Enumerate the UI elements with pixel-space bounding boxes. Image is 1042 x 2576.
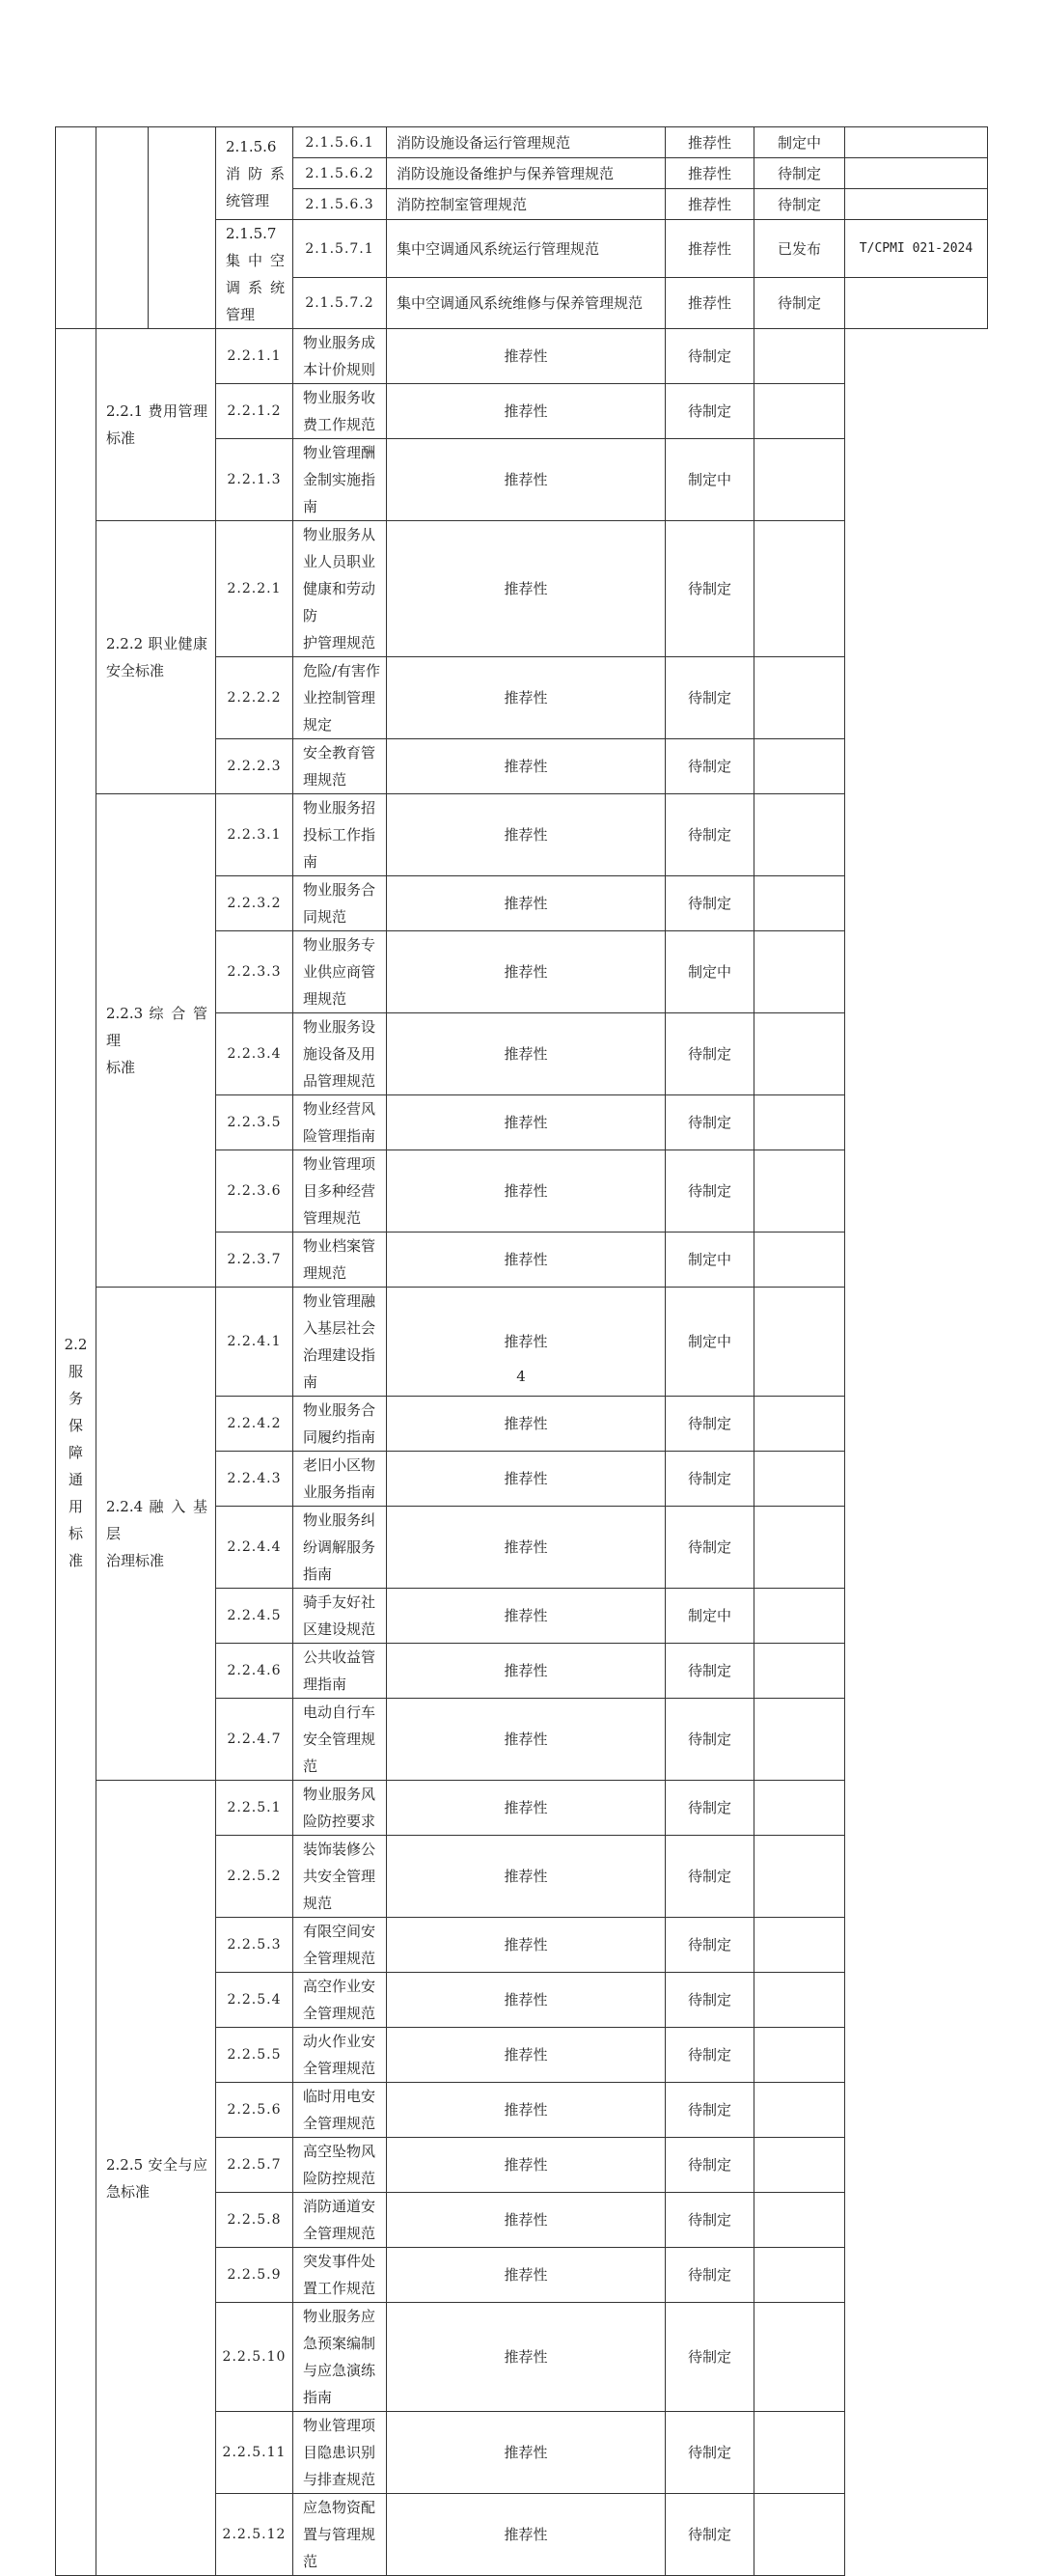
row-type: 推荐性	[387, 521, 666, 657]
row-status: 制定中	[666, 1288, 754, 1397]
row-type: 推荐性	[387, 2193, 666, 2248]
row-name: 物业服务招投标工作指南	[293, 794, 387, 876]
row-type: 推荐性	[387, 1288, 666, 1397]
row-code: 2.2.5.1	[216, 1781, 293, 1836]
row-pub	[845, 278, 988, 329]
row-type: 推荐性	[666, 158, 754, 189]
level2-cell	[96, 127, 149, 329]
group-title-line: 管理	[226, 306, 256, 323]
row-status: 已发布	[754, 220, 845, 278]
table-row	[56, 1781, 988, 1836]
row-name: 电动自行车安全管理规范	[293, 1699, 387, 1781]
row-code: 2.2.3.6	[216, 1150, 293, 1233]
row-name: 装饰装修公共安全管理规范	[293, 1836, 387, 1918]
row-pub	[754, 1233, 845, 1288]
group-code: 2.1.5.7	[226, 225, 277, 242]
row-code: 2.2.1.1	[216, 329, 293, 384]
row-status: 待制定	[666, 384, 754, 439]
group-line: 2.2.3 综 合 管 理	[106, 1005, 207, 1049]
row-name: 物业服务合同履约指南	[293, 1397, 387, 1452]
group-line: 2.2.1 费用管理	[106, 402, 207, 420]
row-type: 推荐性	[387, 1589, 666, 1644]
row-pub	[754, 1397, 845, 1452]
row-status: 制定中	[754, 127, 845, 158]
row-type: 推荐性	[387, 329, 666, 384]
row-name: 物业管理项目隐患识别与排查规范	[293, 2412, 387, 2494]
row-code: 2.2.4.5	[216, 1589, 293, 1644]
group-2-1-5-7	[216, 220, 293, 329]
row-status: 待制定	[666, 2494, 754, 2576]
row-name: 高空坠物风险防控规范	[293, 2138, 387, 2193]
row-code: 2.1.5.7.1	[293, 220, 387, 278]
row-name: 应急物资配置与管理规范	[293, 2494, 387, 2576]
row-name: 集中空调通风系统运行管理规范	[387, 220, 666, 278]
row-status: 待制定	[754, 189, 845, 220]
row-pub	[754, 1589, 845, 1644]
group-code: 2.1.5.6	[226, 137, 277, 155]
row-type: 推荐性	[387, 931, 666, 1013]
row-status: 制定中	[666, 1233, 754, 1288]
row-code: 2.2.3.3	[216, 931, 293, 1013]
row-code: 2.2.5.2	[216, 1836, 293, 1918]
row-code: 2.2.3.7	[216, 1233, 293, 1288]
row-type: 推荐性	[387, 1836, 666, 1918]
group-2-2-3	[96, 794, 216, 1288]
row-code: 2.2.3.4	[216, 1013, 293, 1095]
level1-cell	[56, 127, 96, 329]
row-status: 待制定	[754, 278, 845, 329]
group-2-2-5	[96, 1781, 216, 2576]
row-type: 推荐性	[666, 220, 754, 278]
row-name: 骑手友好社区建设规范	[293, 1589, 387, 1644]
row-code: 2.2.5.9	[216, 2248, 293, 2303]
row-type: 推荐性	[387, 794, 666, 876]
row-pub	[754, 521, 845, 657]
row-type: 推荐性	[387, 2138, 666, 2193]
section-line: 服务	[68, 1362, 83, 1407]
row-pub	[845, 127, 988, 158]
row-status: 待制定	[666, 1013, 754, 1095]
row-code: 2.1.5.6.1	[293, 127, 387, 158]
row-type: 推荐性	[666, 278, 754, 329]
row-type: 推荐性	[387, 2028, 666, 2083]
row-code: 2.2.4.4	[216, 1507, 293, 1589]
row-name: 物业管理项目多种经营管理规范	[293, 1150, 387, 1233]
row-type: 推荐性	[387, 2083, 666, 2138]
group-2-1-5-6	[216, 127, 293, 220]
row-code: 2.2.5.8	[216, 2193, 293, 2248]
row-type: 推荐性	[387, 1013, 666, 1095]
row-name: 临时用电安全管理规范	[293, 2083, 387, 2138]
row-name: 有限空间安全管理规范	[293, 1918, 387, 1973]
group-line: 安全标准	[106, 662, 165, 679]
group-2-2-4	[96, 1288, 216, 1781]
row-name: 消防控制室管理规范	[387, 189, 666, 220]
table-row	[56, 127, 988, 158]
row-name: 公共收益管理指南	[293, 1644, 387, 1699]
row-name: 物业服务纠纷调解服务指南	[293, 1507, 387, 1589]
row-status: 待制定	[666, 2083, 754, 2138]
level3-cell	[149, 127, 216, 329]
row-type: 推荐性	[387, 1973, 666, 2028]
row-name: 物业服务设施设备及用品管理规范	[293, 1013, 387, 1095]
row-pub	[754, 1918, 845, 1973]
row-pub	[754, 1644, 845, 1699]
row-code: 2.2.1.3	[216, 439, 293, 521]
row-type: 推荐性	[387, 739, 666, 794]
row-status: 待制定	[666, 1973, 754, 2028]
row-code: 2.2.5.11	[216, 2412, 293, 2494]
row-name: 物业服务风险防控要求	[293, 1781, 387, 1836]
row-pub: T/CPMI 021-2024	[845, 220, 988, 278]
row-name: 物业服务成本计价规则	[293, 329, 387, 384]
row-code: 2.2.5.3	[216, 1918, 293, 1973]
row-status: 待制定	[666, 2028, 754, 2083]
row-code: 2.2.4.1	[216, 1288, 293, 1397]
row-name: 消防设施设备运行管理规范	[387, 127, 666, 158]
row-status: 待制定	[666, 1150, 754, 1233]
group-title-line: 集 中 空	[226, 252, 285, 269]
row-status: 待制定	[666, 657, 754, 739]
row-type: 推荐性	[387, 1699, 666, 1781]
row-pub	[754, 2193, 845, 2248]
row-status: 待制定	[666, 1836, 754, 1918]
row-pub	[754, 1836, 845, 1918]
row-code: 2.2.3.2	[216, 876, 293, 931]
row-pub	[754, 2494, 845, 2576]
row-name: 物业服务收费工作规范	[293, 384, 387, 439]
row-type: 推荐性	[666, 127, 754, 158]
row-status: 待制定	[666, 1507, 754, 1589]
row-status: 待制定	[666, 1452, 754, 1507]
row-status: 待制定	[666, 2412, 754, 2494]
row-status: 待制定	[666, 794, 754, 876]
row-type: 推荐性	[387, 2248, 666, 2303]
row-name: 物业档案管理规范	[293, 1233, 387, 1288]
standards-table	[55, 126, 988, 2576]
row-name	[293, 521, 387, 657]
row-name: 高空作业安全管理规范	[293, 1973, 387, 2028]
page-number: 4	[516, 1368, 526, 1385]
row-status: 待制定	[666, 1699, 754, 1781]
row-status: 待制定	[666, 2303, 754, 2412]
row-type: 推荐性	[387, 1452, 666, 1507]
row-status: 待制定	[666, 1644, 754, 1699]
row-pub	[845, 189, 988, 220]
row-name-line: 物业服务从业人员职业健康和劳动防	[303, 526, 376, 624]
row-type: 推荐性	[387, 1095, 666, 1150]
row-type: 推荐性	[387, 1918, 666, 1973]
row-name: 物业服务专业供应商管理规范	[293, 931, 387, 1013]
row-type: 推荐性	[387, 1781, 666, 1836]
row-name: 消防设施设备维护与保养管理规范	[387, 158, 666, 189]
table-row	[56, 521, 988, 657]
row-pub	[754, 2138, 845, 2193]
group-line: 标准	[106, 1059, 136, 1076]
group-title-line: 消 防 系	[226, 164, 285, 182]
row-status: 待制定	[666, 739, 754, 794]
row-status: 待制定	[666, 1095, 754, 1150]
row-name: 物业管理酬金制实施指南	[293, 439, 387, 521]
row-code: 2.1.5.6.3	[293, 189, 387, 220]
row-name: 物业服务合同规范	[293, 876, 387, 931]
row-code: 2.2.5.6	[216, 2083, 293, 2138]
row-code: 2.1.5.7.2	[293, 278, 387, 329]
row-name: 物业经营风险管理指南	[293, 1095, 387, 1150]
table-row	[56, 794, 988, 876]
row-status: 待制定	[666, 2193, 754, 2248]
row-pub	[754, 739, 845, 794]
row-type: 推荐性	[387, 2412, 666, 2494]
row-pub	[754, 1699, 845, 1781]
row-code: 2.2.4.6	[216, 1644, 293, 1699]
group-2-2-1	[96, 329, 216, 521]
row-pub	[754, 1452, 845, 1507]
row-pub	[754, 1507, 845, 1589]
row-pub	[754, 794, 845, 876]
row-code: 2.2.5.7	[216, 2138, 293, 2193]
group-title-line: 统管理	[226, 191, 270, 209]
row-status: 待制定	[666, 1918, 754, 1973]
row-pub	[754, 329, 845, 384]
row-code: 2.2.2.1	[216, 521, 293, 657]
row-name: 危险/有害作业控制管理规定	[293, 657, 387, 739]
row-status: 制定中	[666, 439, 754, 521]
group-line: 2.2.5 安全与应	[106, 2155, 207, 2174]
row-pub	[754, 931, 845, 1013]
row-name: 突发事件处置工作规范	[293, 2248, 387, 2303]
row-type: 推荐性	[387, 439, 666, 521]
row-code: 2.2.5.4	[216, 1973, 293, 2028]
group-line: 2.2.2 职业健康	[106, 635, 207, 652]
row-name: 消防通道安全管理规范	[293, 2193, 387, 2248]
row-pub	[754, 439, 845, 521]
row-pub	[754, 876, 845, 931]
group-2-2-2	[96, 521, 216, 794]
row-code: 2.2.3.5	[216, 1095, 293, 1150]
row-pub	[754, 2248, 845, 2303]
section-line: 通用	[68, 1470, 83, 1515]
row-type: 推荐性	[387, 1397, 666, 1452]
row-type: 推荐性	[387, 1233, 666, 1288]
section-line: 2.2	[64, 1335, 88, 1353]
row-type: 推荐性	[387, 2303, 666, 2412]
row-pub	[754, 1781, 845, 1836]
row-pub	[754, 657, 845, 739]
row-code: 2.2.4.7	[216, 1699, 293, 1781]
row-status: 制定中	[666, 931, 754, 1013]
row-pub	[754, 384, 845, 439]
row-status: 待制定	[666, 2138, 754, 2193]
row-type: 推荐性	[387, 1150, 666, 1233]
row-status: 待制定	[666, 329, 754, 384]
row-name: 老旧小区物业服务指南	[293, 1452, 387, 1507]
row-code: 2.2.4.3	[216, 1452, 293, 1507]
row-status: 待制定	[754, 158, 845, 189]
row-pub	[845, 158, 988, 189]
row-pub	[754, 2083, 845, 2138]
group-line: 急标准	[106, 2182, 151, 2201]
row-pub	[754, 2412, 845, 2494]
section-line: 保障	[68, 1416, 83, 1461]
row-name: 物业服务应急预案编制与应急演练指南	[293, 2303, 387, 2412]
row-name: 物业管理融入基层社会治理建设指南	[293, 1288, 387, 1397]
row-type: 推荐性	[387, 1507, 666, 1589]
row-pub	[754, 1973, 845, 2028]
row-pub	[754, 1013, 845, 1095]
row-type: 推荐性	[666, 189, 754, 220]
row-type: 推荐性	[387, 1644, 666, 1699]
group-title-line: 调 系 统	[226, 279, 285, 296]
row-code: 2.2.4.2	[216, 1397, 293, 1452]
row-code: 2.2.2.3	[216, 739, 293, 794]
row-status: 待制定	[666, 876, 754, 931]
row-code: 2.2.3.1	[216, 794, 293, 876]
row-name-line: 护管理规范	[303, 634, 376, 651]
row-status: 待制定	[666, 1397, 754, 1452]
row-pub	[754, 2303, 845, 2412]
row-code: 2.2.5.10	[216, 2303, 293, 2412]
row-code: 2.2.5.5	[216, 2028, 293, 2083]
row-pub	[754, 1150, 845, 1233]
row-status: 待制定	[666, 1781, 754, 1836]
row-code: 2.2.5.12	[216, 2494, 293, 2576]
group-line: 治理标准	[106, 1552, 165, 1569]
row-type: 推荐性	[387, 876, 666, 931]
row-code: 2.1.5.6.2	[293, 158, 387, 189]
group-line: 2.2.4 融 入 基 层	[106, 1498, 207, 1542]
row-type: 推荐性	[387, 657, 666, 739]
row-type: 推荐性	[387, 2494, 666, 2576]
row-code: 2.2.2.2	[216, 657, 293, 739]
row-name: 动火作业安全管理规范	[293, 2028, 387, 2083]
row-name: 集中空调通风系统维修与保养管理规范	[387, 278, 666, 329]
section-line: 标准	[68, 1524, 83, 1569]
row-status: 待制定	[666, 521, 754, 657]
row-pub	[754, 1095, 845, 1150]
row-status: 制定中	[666, 1589, 754, 1644]
group-line: 标准	[106, 429, 136, 447]
row-type: 推荐性	[387, 384, 666, 439]
table-row	[56, 329, 988, 384]
section-2-2	[56, 329, 96, 2576]
row-status: 待制定	[666, 2248, 754, 2303]
row-pub	[754, 2028, 845, 2083]
row-code: 2.2.1.2	[216, 384, 293, 439]
row-name: 安全教育管理规范	[293, 739, 387, 794]
